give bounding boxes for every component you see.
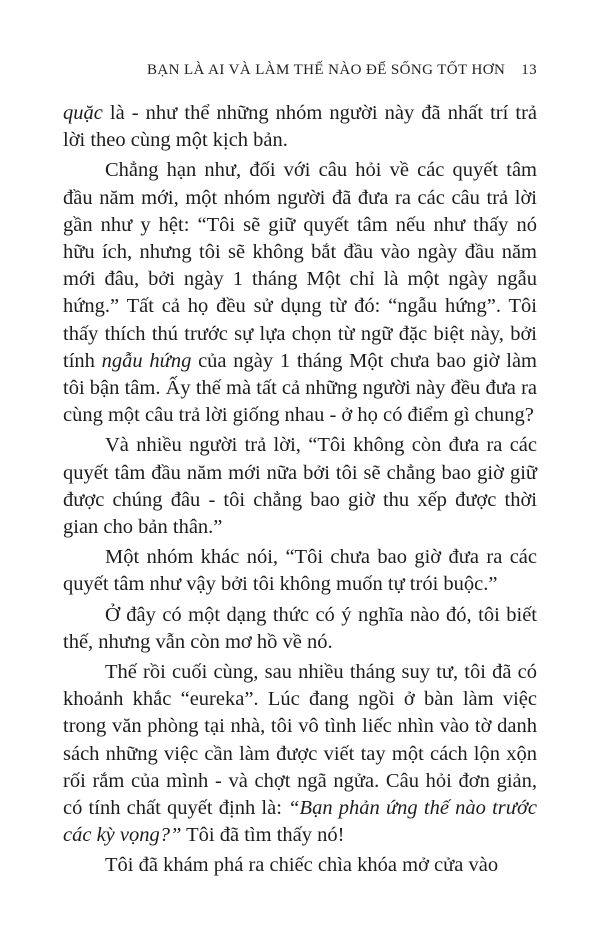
paragraph [63, 659, 537, 849]
italic-text: ngẫu hứng [101, 349, 192, 372]
paragraph [63, 432, 537, 541]
page-header [63, 62, 537, 79]
body-text: của ngày 1 tháng Một chưa bao giờ làm tôi bận tâm. Ấy thế mà tất cả những người này đều đưa ra cùng một câu trả lời giống nhau - ở họ có điểm gì chung? [63, 349, 537, 427]
body-text: là - như thể những nhóm người này đã nhất trí trả lời theo cùng một kịch bản. [63, 102, 537, 152]
body-text: Chẳng hạn như, đối với câu hỏi về các quyết tâm đầu năm mới, một nhóm người đã đưa ra các câu trả lời gần như y hệt: “Tôi sẽ giữ quyết tâm nếu như thấy nó hữu ích, nhưng tôi sẽ không bắt đầu vào ngày đầu năm mới đâu, bởi ngày 1 tháng Một chỉ là một ngày ngẫu hứng.” Tất cả họ đều sử dụng từ đó: “ngẫu hứng”. Tôi thấy thích thú trước sự lựa chọn từ ngữ đặc biệt này, bởi tính [63, 159, 537, 372]
body-text: Tôi đã khám phá ra chiếc chìa khóa mở cửa vào [105, 854, 499, 877]
paragraph [63, 100, 537, 154]
italic-text: “Bạn phản ứng thế nào trước các kỳ vọng?” [63, 797, 537, 847]
paragraph [63, 602, 537, 656]
paragraph [63, 157, 537, 429]
body-text: Thế rồi cuối cùng, sau nhiều tháng suy tư, tôi đã có khoảnh khắc “eureka”. Lúc đang ngồi ở bàn làm việc trong văn phòng tại nhà, tôi vô tình liếc nhìn vào tờ danh sách những việc cần làm được viết tay một cách lộn xộn rối rắm của mình - và chợt ngã ngửa. Câu hỏi đơn giản, có tính chất quyết định là: [63, 661, 537, 820]
body-text: Một nhóm khác nói, “Tôi chưa bao giờ đưa ra các quyết tâm như vậy bởi tôi không muốn tự trói buộc.” [63, 546, 537, 596]
paragraph [63, 852, 537, 879]
running-head-title: BẠN LÀ AI VÀ LÀM THẾ NÀO ĐỂ SỐNG TỐT HƠN [146, 62, 506, 78]
italic-text: quặc [63, 102, 103, 124]
page-number: 13 [521, 62, 537, 78]
body-text: Và nhiều người trả lời, “Tôi không còn đưa ra các quyết tâm đầu năm mới nữa bởi tôi sẽ chẳng bao giờ giữ được chúng đâu - tôi chẳng bao giờ thu xếp được thời gian cho bản thân.” [63, 434, 537, 539]
paragraph [63, 544, 537, 598]
body-text: Ở đây có một dạng thức có ý nghĩa nào đó, tôi biết thế, nhưng vẫn còn mơ hồ về nó. [63, 603, 537, 653]
body-text: Tôi đã tìm thấy nó! [181, 824, 345, 847]
page-body [63, 100, 537, 883]
